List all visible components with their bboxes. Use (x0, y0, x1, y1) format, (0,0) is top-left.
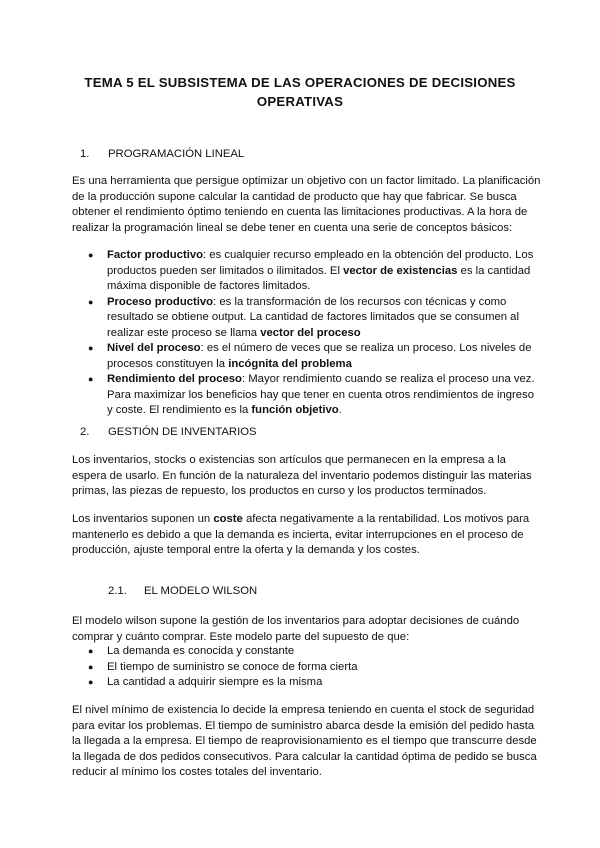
title-line-2: OPERATIVAS (256, 94, 344, 109)
document-title (40, 73, 560, 111)
section-2-1-intro: El modelo wilson supone la gestión de los inventarios para adoptar decisiones de cuándo comprar y cuánto comprar. Este modelo parte del supuesto de que: (72, 615, 520, 643)
section-2-number: 2. (80, 426, 90, 438)
list-item: ● La demanda es conocida y constante (87, 644, 539, 660)
section-2-1-title: EL MODELO WILSON (144, 585, 258, 597)
list-item: ● Proceso productivo: es la transformación de los recursos con técnicas y como resultado se obtiene output. La cantidad de factores limitados que se consumen al realizar este proceso se llama vector del proceso (87, 295, 539, 342)
bullet-term: Proceso productivo (107, 295, 214, 308)
bullet-term: Nivel del proceso (107, 342, 201, 354)
section-1-intro: Es una herramienta que persigue optimizar un objetivo con un factor limitado. La planificación de la producción supone calcular la cantidad de producto que hay que fabricar. Se busca obtener el rendimiento óptimo teniendo en cuenta las limitaciones productivas. A la hora de realizar la programación lineal se debe tener en cuenta una serie de conceptos básicos: (72, 175, 541, 234)
list-item: ● La cantidad a adquirir siempre es la misma (87, 675, 539, 691)
section-2-paragraph-1: Los inventarios, stocks o existencias son artículos que permanecen en la empresa a la espera de usarlo. En función de la naturaleza del inventario podemos distinguir las materias primas, las piezas de repuesto, los productos en curso y los productos terminados. (72, 454, 532, 497)
section-2-title: GESTIÓN DE INVENTARIOS (108, 426, 257, 438)
list-item: ● Rendimiento del proceso: Mayor rendimiento cuando se realiza el proceso una vez. Para maximizar los beneficios hay que tener en cuenta otros rendimientos de ingreso y coste. El rendimiento es la función objetivo. (87, 372, 539, 419)
list-item: ● El tiempo de suministro se conoce de forma cierta (87, 660, 539, 676)
list-item: ● Factor productivo: es cualquier recurso empleado en la obtención del producto. Los productos pueden ser limitados o ilimitados. El vector de existencias es la cantidad máxima disponible de factores limitados. (87, 248, 539, 295)
bullet-term: Rendimiento del proceso (107, 373, 242, 385)
list-item: ● Nivel del proceso: es el número de veces que se realiza un proceso. Los niveles de procesos constituyen la incógnita del problema (87, 341, 539, 372)
section-2-1-bullet-list (87, 644, 539, 691)
title-line-1: TEMA 5 EL SUBSISTEMA DE LAS OPERACIONES DE DECISIONES (84, 75, 516, 90)
section-2-paragraph-2: Los inventarios suponen un coste afecta negativamente a la rentabilidad. Los motivos para mantenerlo es debido a que la demanda es incierta, evitar interrupciones en el proceso de producción, ajuste temporal entre la oferta y la demanda y los costes. (72, 513, 530, 556)
section-2-1-number: 2.1. (108, 585, 127, 597)
section-1-title: PROGRAMACIÓN LINEAL (108, 148, 245, 160)
section-1-bullet-list (87, 248, 539, 419)
section-1-number: 1. (80, 148, 90, 160)
section-2-1-closing: El nivel mínimo de existencia lo decide la empresa teniendo en cuenta el stock de seguridad para evitar los problemas. El tiempo de suministro abarca desde la emisión del pedido hasta la llegada a la empresa. El tiempo de reaprovisionamiento es el tiempo que transcurre desde la llegada de dos pedidos consecutivos. Para calcular la cantidad óptima de pedido se busca reducir al mínimo los costes totales del inventario. (72, 704, 537, 778)
bullet-term: Factor productivo (107, 249, 204, 261)
